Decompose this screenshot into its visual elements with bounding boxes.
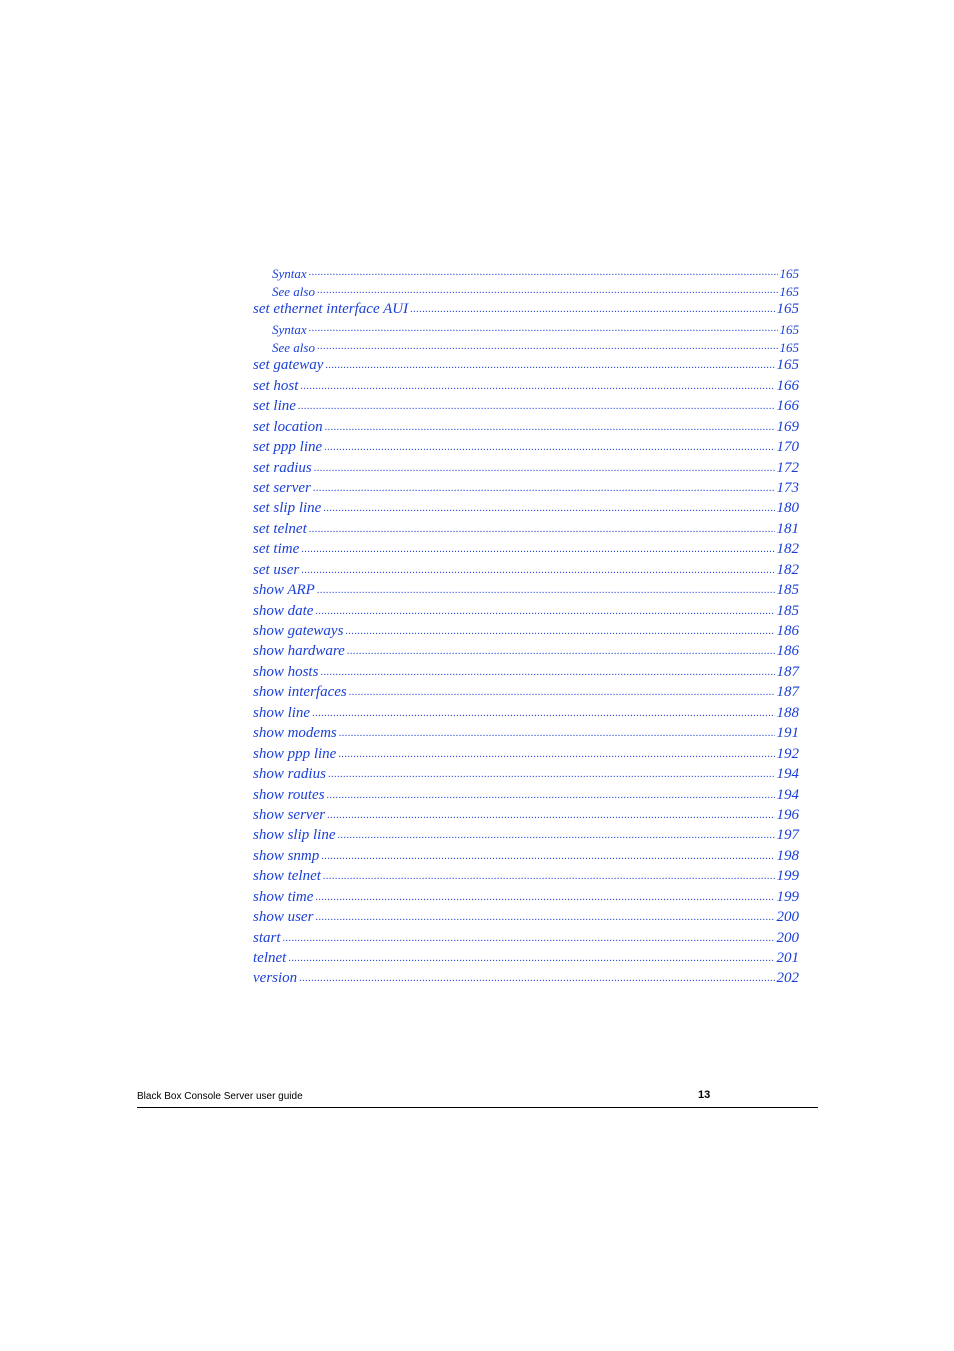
toc-entry-title: set time — [253, 541, 300, 557]
toc-dot-leader — [315, 607, 774, 619]
toc-dot-leader — [309, 268, 778, 280]
toc-entry-page: 185 — [776, 603, 799, 619]
toc-entry-title: set user — [253, 562, 300, 578]
toc-entry[interactable] — [253, 379, 799, 394]
toc-entry-title: show routes — [253, 787, 325, 803]
toc-dot-leader — [300, 382, 774, 394]
toc-entry-title: show telnet — [253, 868, 321, 884]
toc-entry[interactable] — [253, 644, 799, 659]
toc-entry-title: show line — [253, 705, 311, 721]
toc-entry-page: 187 — [776, 684, 799, 700]
toc-entry-page: 186 — [776, 643, 799, 659]
toc-entry-page: 165 — [779, 340, 799, 355]
toc-entry[interactable] — [253, 828, 799, 843]
toc-dot-leader — [299, 974, 774, 986]
toc-entry[interactable] — [253, 951, 799, 966]
toc-dot-leader — [349, 688, 775, 700]
toc-dot-leader — [338, 750, 774, 762]
toc-dot-leader — [410, 305, 774, 317]
toc-entry[interactable] — [253, 869, 799, 884]
toc-entry-page: 198 — [776, 848, 799, 864]
toc-entry[interactable] — [253, 706, 799, 721]
toc-entry-title: show ARP — [253, 582, 315, 598]
toc-entry[interactable] — [253, 501, 799, 516]
toc-entry-title: show hosts — [253, 664, 319, 680]
toc-entry[interactable] — [272, 285, 799, 298]
toc-dot-leader — [338, 831, 775, 843]
toc-dot-leader — [301, 566, 774, 578]
toc-entry-title: show modems — [253, 725, 337, 741]
toc-entry-title: telnet — [253, 950, 287, 966]
toc-dot-leader — [347, 647, 775, 659]
toc-entry-page: 170 — [776, 439, 799, 455]
toc-entry-title: set host — [253, 378, 299, 394]
toc-entry[interactable] — [272, 323, 799, 336]
toc-entry[interactable] — [253, 726, 799, 741]
toc-dot-leader — [312, 709, 774, 721]
toc-entry-title: Syntax — [272, 266, 307, 281]
toc-entry-title: Syntax — [272, 322, 307, 337]
toc-dot-leader — [323, 872, 775, 884]
footer-rule — [137, 1107, 818, 1108]
toc-dot-leader — [317, 342, 778, 354]
toc-dot-leader — [315, 893, 774, 905]
toc-dot-leader — [301, 545, 774, 557]
toc-entry-page: 192 — [776, 746, 799, 762]
toc-entry-page: 187 — [776, 664, 799, 680]
toc-dot-leader — [323, 504, 774, 516]
toc-entry-page: 165 — [779, 322, 799, 337]
toc-entry-title: show snmp — [253, 848, 320, 864]
toc-entry-page: 197 — [776, 827, 799, 843]
toc-dot-leader — [321, 852, 774, 864]
footer-page-number: 13 — [698, 1089, 711, 1101]
toc-entry[interactable] — [253, 440, 799, 455]
toc-entry[interactable] — [253, 849, 799, 864]
toc-entry-page: 172 — [776, 460, 799, 476]
toc-entry-page: 180 — [776, 500, 799, 516]
toc-dot-leader — [327, 791, 775, 803]
toc-entry[interactable] — [253, 931, 799, 946]
toc-entry-title: set location — [253, 419, 323, 435]
toc-dot-leader — [324, 443, 774, 455]
toc-entry[interactable] — [253, 808, 799, 823]
toc-entry-title: set ppp line — [253, 439, 323, 455]
toc-entry-page: 186 — [776, 623, 799, 639]
toc-dot-leader — [288, 954, 774, 966]
toc-entry[interactable] — [253, 788, 799, 803]
toc-entry-page: 191 — [776, 725, 799, 741]
toc-entry[interactable] — [253, 767, 799, 782]
toc-entry-page: 188 — [776, 705, 799, 721]
toc-entry-title: show radius — [253, 766, 326, 782]
toc-entry-page: 182 — [776, 541, 799, 557]
toc-entry-page: 199 — [776, 868, 799, 884]
toc-dot-leader — [320, 668, 774, 680]
toc-entry-title: version — [253, 970, 298, 986]
toc-entry[interactable] — [272, 267, 799, 280]
toc-entry-title: show time — [253, 889, 314, 905]
toc-entry[interactable] — [253, 399, 799, 414]
toc-entry[interactable] — [253, 890, 799, 905]
toc-dot-leader — [325, 361, 774, 373]
toc-entry-page: 169 — [776, 419, 799, 435]
toc-entry[interactable] — [253, 358, 799, 373]
toc-entry-title: show hardware — [253, 643, 345, 659]
toc-entry-page: 194 — [776, 787, 799, 803]
toc-entry-title: See also — [272, 340, 315, 355]
toc-entry-page: 165 — [776, 301, 799, 317]
toc-entry-page: 185 — [776, 582, 799, 598]
toc-entry-page: 166 — [776, 378, 799, 394]
toc-entry[interactable] — [253, 665, 799, 680]
toc-entry-page: 202 — [776, 970, 799, 986]
toc-entry-title: show user — [253, 909, 314, 925]
toc-entry-title: set slip line — [253, 500, 322, 516]
toc-dot-leader — [313, 484, 775, 496]
toc-dot-leader — [314, 464, 775, 476]
toc-entry-page: 165 — [776, 357, 799, 373]
toc-entry-page: 200 — [776, 909, 799, 925]
toc-entry-title: set gateway — [253, 357, 324, 373]
toc-entry-title: show interfaces — [253, 684, 347, 700]
toc-dot-leader — [327, 811, 774, 823]
toc-dot-leader — [298, 402, 775, 414]
toc-entry-title: See also — [272, 284, 315, 299]
toc-dot-leader — [328, 770, 775, 782]
toc-entry-title: set server — [253, 480, 311, 496]
toc-entry[interactable] — [253, 302, 799, 317]
toc-dot-leader — [345, 627, 774, 639]
toc-entry-page: 165 — [779, 284, 799, 299]
toc-entry-title: start — [253, 930, 281, 946]
toc-entry-page: 196 — [776, 807, 799, 823]
toc-dot-leader — [283, 934, 775, 946]
toc-entry-title: set radius — [253, 460, 312, 476]
toc-dot-leader — [325, 423, 775, 435]
toc-entry[interactable] — [253, 747, 799, 762]
toc-entry-page: 166 — [776, 398, 799, 414]
toc-entry-title: set telnet — [253, 521, 307, 537]
toc-dot-leader — [315, 913, 774, 925]
toc-entry[interactable] — [253, 461, 799, 476]
toc-entry[interactable] — [253, 522, 799, 537]
toc-entry-page: 173 — [776, 480, 799, 496]
toc-entry[interactable] — [253, 420, 799, 435]
toc-entry[interactable] — [253, 481, 799, 496]
toc-entry-page: 200 — [776, 930, 799, 946]
toc-entry-title: show slip line — [253, 827, 336, 843]
toc-entry-title: show gateways — [253, 623, 344, 639]
toc-dot-leader — [317, 586, 775, 598]
toc-entry-page: 182 — [776, 562, 799, 578]
toc-entry[interactable] — [253, 685, 799, 700]
toc-entry[interactable] — [253, 971, 799, 986]
toc-entry-page: 199 — [776, 889, 799, 905]
toc-entry-title: set line — [253, 398, 296, 414]
toc-entry[interactable] — [272, 341, 799, 354]
toc-entry-page: 181 — [776, 521, 799, 537]
toc-entry-title: show date — [253, 603, 314, 619]
toc-entry[interactable] — [253, 563, 799, 578]
toc-entry-page: 165 — [779, 266, 799, 281]
toc-entry[interactable] — [253, 583, 799, 598]
toc-dot-leader — [317, 286, 778, 298]
toc-entry-title: set ethernet interface AUI — [253, 301, 409, 317]
toc-entry[interactable] — [253, 604, 799, 619]
toc-entry-title: show ppp line — [253, 746, 337, 762]
toc-entry-title: show server — [253, 807, 326, 823]
toc-dot-leader — [309, 525, 775, 537]
toc-entry[interactable] — [253, 910, 799, 925]
toc-entry-page: 194 — [776, 766, 799, 782]
toc-entry[interactable] — [253, 542, 799, 557]
toc-entry[interactable] — [253, 624, 799, 639]
footer-document-title: Black Box Console Server user guide — [137, 1091, 303, 1102]
toc-dot-leader — [339, 729, 775, 741]
toc-entry-page: 201 — [776, 950, 799, 966]
toc-dot-leader — [309, 324, 778, 336]
